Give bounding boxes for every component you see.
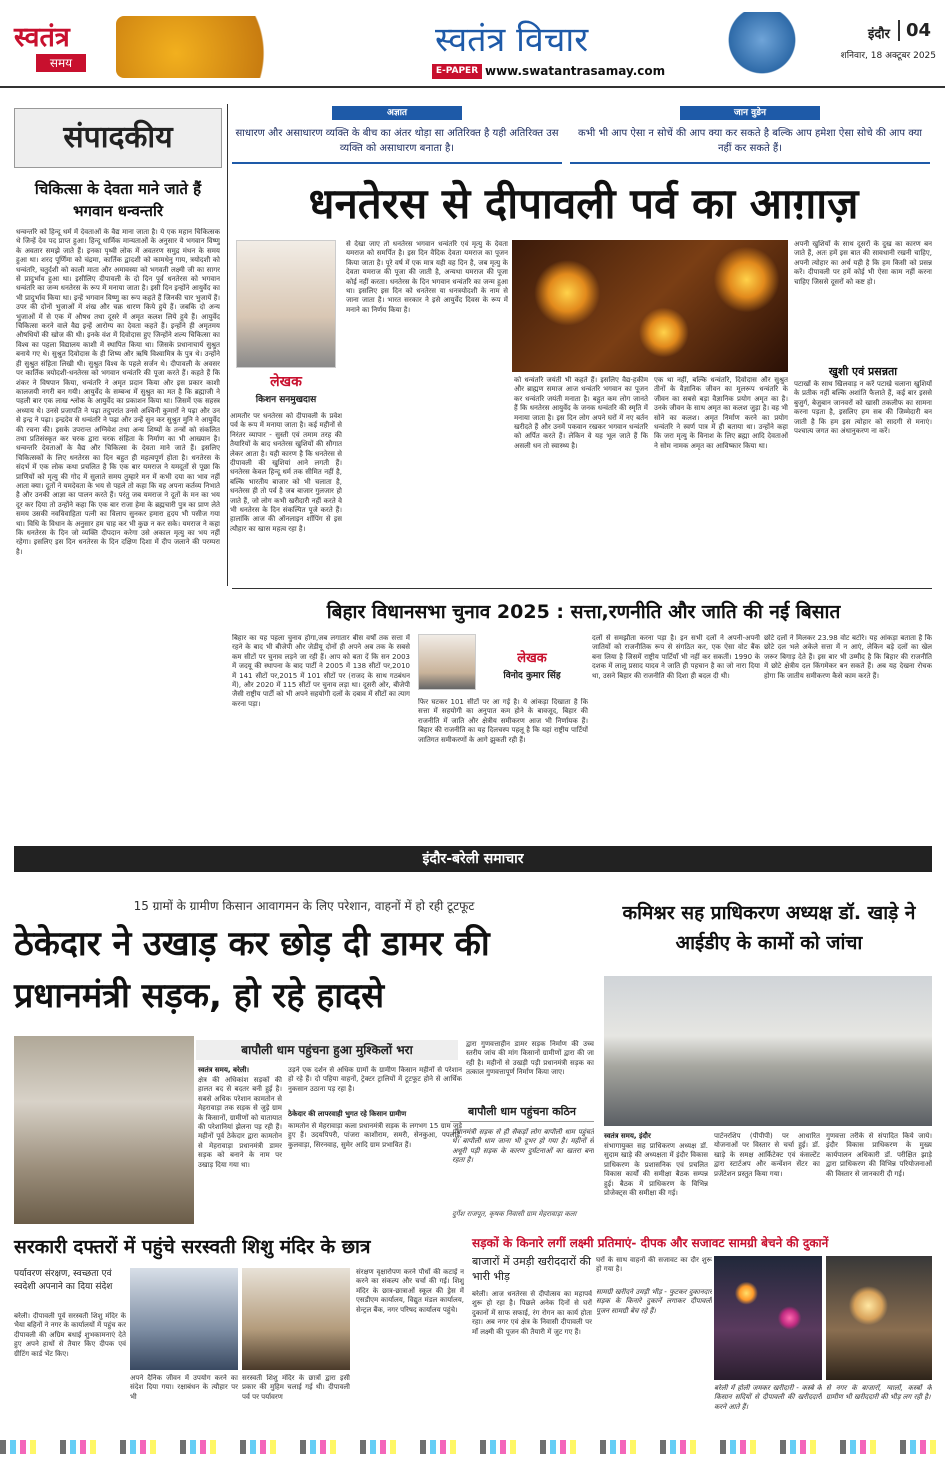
commissioner-col-2: पार्टनरशिप (पीपीपी) पर आधारित योजनाओं पर विस्तार से चर्चा हुई। डॉ. खाड़े के समक्ष आर्किटेक्ट एवं कंसल्टेंट द्वारा स्टार्टअप और कन्वेंशन सेंटर का प्रजेंटेशन प्रस्तुत किया गया। bbox=[714, 1132, 820, 1178]
dhanvantari-image bbox=[727, 12, 797, 82]
commissioner-dateline: स्वतंत्र समय, इंदौर bbox=[604, 1132, 651, 1140]
road-caption: दुर्गेश राजपूत, कृषक निवासी ग्राम मेहरावाड़ा कला bbox=[452, 1210, 577, 1218]
editorial-divider bbox=[227, 104, 228, 586]
road-subhead: बापौली धाम पहुंचना हुआ मुश्किलों भरा bbox=[196, 1040, 458, 1060]
lakshmi-col-1: बरेली। आज धनतेरस से दीपोत्सव का महापर्व शुरू हो रहा है। पिछले अनेक दिनों से घरों दुकानों में साफ सफाई, रंग रोगन का कार्य होता रहा। अब नगर एवं क्षेत्र के निवासी दीपावली पर माँ लक्ष्मी की पूजन की तैयारी में जुट गए हैं। bbox=[472, 1290, 592, 1336]
bihar-col-1: बिहार का यह पहला चुनाव होगा,जब लगातार बीस वर्षों तक सत्ता में रहने के बाद भी बीजेपी और जेडीयू दोनों ही अपने अब तक के सबसे कम सीटों पर चुनाव लड़ने जा रही हैं। आप को बता दें कि सन 2003 में जदयू की स्थापना के बाद पार्टी ने 2005 में 138 सीटों पर,2010 में 141 सीटों पर,2015 में 101 सीटों पर (राजद के साथ गठबंधन में), और 2020 में 115 सीटों पर चुनाव लड़ा था। दूसरी ओर, बीजेपी जैसी राष्ट्रीय पार्टी को भी अपने सहयोगी दलों के दबाव में सीटों का त्याग करना पड़ा। bbox=[232, 634, 410, 708]
road-col-2: उड़ने एक दर्शन से अधिक ग्रामों के ग्रामीण किसान महीनों से परेशान हो रहे हैं। दो पहिया वाहनों, ट्रेक्टर ट्रालियों में टूटफूट होने से आर्थिक नुकसान उठाना पड़ रहा है। bbox=[288, 1066, 462, 1093]
bihar-col-4: छोटे दलों ने मिलकर 23.98 वोट बटोरे। यह आंकड़ा बताता है कि छोटे दल भले अकेले सत्ता में न आएं, लेकिन बड़े दलों का खेल जरूर बिगाड़ देते हैं। इस बार भी उम्मीद है कि बिहार की राजनीति में छोटे क्षेत्रीय दल किंगमेकर बन सकते हैं। अब यह देखना रोचक होगा कि जातीय समीकरण कैसे काम करते हैं। bbox=[764, 634, 932, 680]
quote-1-author: अज्ञात bbox=[332, 106, 462, 120]
lakshmi-caption-2: बरेली में होली जमकर खरीदारी - कस्बे के किसान सदियों से दीपावली की खरीददारी करने आते हैं। bbox=[714, 1384, 822, 1411]
lakshmi-headline: सड़कों के किनारे लगीं लक्ष्मी प्रतिमाएं- दीपक और सजावट सामग्री बेचने की दुकानें bbox=[472, 1236, 829, 1250]
road-col-2b: कामतोन से मेहरावाड़ा कला प्रधानमंत्री सड़क के लगभग 15 ग्राम जुड़े हुए हैं। उदयपिपरी, पांजरा काशीराम, समरी, सेनकुआ, पपलाई, कुलवाड़ा, सिरनवाह, सुमेर आदि ग्राम प्रभावित हैं। bbox=[288, 1122, 462, 1149]
edition-date: शनिवार, 18 अक्टूबर 2025 bbox=[840, 51, 936, 61]
section-band: इंदौर-बरेली समाचार bbox=[14, 846, 932, 872]
author-tag: लेखक bbox=[270, 374, 302, 390]
website-link[interactable]: www.swatantrasamay.com bbox=[485, 64, 666, 78]
lead-col-1: आमतौर पर धनतेरस को दीपावली के प्रवेश पर्व के रूप में मनाया जाता है। कई महीनों से निरंतर व्यापार - सुस्ती एवं तमाम तरह की तैयारियों के बाद धनतेरस खुशियों की सौगात लेकर आता है। यही कारण है कि धनतेरस से दीपावली की खुशियां आने लगती हैं। धनतेरस केवल हिन्दू धर्म तक सीमित नहीं है, बल्कि भारतीय बाजार को भी चलाता है, धनतेरस ही तो पर्व है जब बाजार गुलजार हो जाते हैं, जो लोग कभी खरीदारी नहीं करते वे भी धनतेरस के दिन संकल्पित पूजे करते हैं। हालांकि आज की ऑनलाइन शॉपिंग से इस त्यौहार का खास महत्व रहा है। bbox=[230, 412, 342, 533]
market-image-1 bbox=[714, 1256, 822, 1380]
school-caption-1: अपने दैनिक जीवन में उपयोग करने का संदेश दिया गया। रक्षाबंधन के त्यौहार पर भी bbox=[130, 1374, 238, 1401]
road-dateline: स्वतंत्र समय, बरेली। bbox=[198, 1066, 250, 1074]
page-number: 04 bbox=[898, 20, 934, 41]
lead-headline: धनतेरस से दीपावली पर्व का आग़ाज़ bbox=[308, 179, 859, 228]
author-name: किशन सनमुखदास bbox=[255, 395, 317, 405]
editorial-headline: चिकित्सा के देवता माने जाते हैं भगवान धन्वन्तरि bbox=[34, 180, 202, 220]
quote-2-text: कभी भी आप ऐसा न सोचें की आप क्या कर सकते है बल्कि आप हमेशा ऐसा सोचे की आप क्या नहीं कर सकते हैं। bbox=[577, 128, 923, 154]
lead-col-5: अपनी खुशियों के साथ दूसरों के दुख का कारण बन जाते हैं, अतः हमें इस बात की सावधानी रखनी चाहिए, अपनी त्योहार का अर्थ यही है कि हम किसी को प्रसन्न करें। दीपावली पर हमें कोई भी ऐसा काम नहीं करना चाहिए जिससे दूसरों को कष्ट हो। bbox=[794, 240, 932, 286]
bihar-col-2: फिर घटकर 101 सीटों पर आ गई है। ये आंकड़ा दिखाता है कि सत्ता में सहयोगी का अनुपात कम होने के बावजूद, बिहार की राजनीति में जाति और क्षेत्रीय समीकरण आज भी निर्णायक हैं। बिहार की राजनीति का यह दिलचस्प पहलू है कि यहां राष्ट्रीय पार्टियों जातिगत समीकरणों के आगे झुकती रही हैं। bbox=[418, 698, 588, 744]
school-col-2: संरक्षण वृक्षारोपण करने पौधों की कटाई न करने का संकल्प और चर्चा की गई। शिशु मंदिर के छात्र-छात्राओं स्कूल की ड्रेस में एसडीएम कार्यालय, विद्युत मंडल कार्यालय, सेन्ट्रल बैंक, नगर परिषद कार्यालय पहुंचे। bbox=[356, 1268, 464, 1314]
road-bold-line: ठेकेदार की लापरवाही भुगत रहे किसान ग्रामीण bbox=[288, 1110, 407, 1118]
road-col-3: द्वारा गुणवत्ताहीन डामर सड़क निर्माण की उच्च स्तरीय जांच की मांग किसानों ग्रामीणों द्वारा की जा रही है। महीनों से उखड़ी पड़ी प्रधानमंत्री सड़क का तत्काल गुणवत्तापूर्ण निर्माण किया जाए। bbox=[466, 1040, 594, 1077]
logo-bottom: समय bbox=[36, 54, 86, 72]
commissioner-col-1: संभागायुक्त सह प्राधिकरण अध्यक्ष डॉ. सुदाम खाड़े की अध्यक्षता में इंदौर विकास प्राधिकरण के प्रशासनिक एवं प्रचलित विकास कार्यों की समीक्षा बैठक सम्पन्न हुई। बैठक में प्राधिकरण के विभिन्न प्रोजेक्ट्स की समीक्षा की गई। bbox=[604, 1142, 708, 1198]
bihar-col-3: दलों से समझौता करना पड़ा है। इन सभी दलों ने अपनी-अपनी जातियों को राजनीतिक रूप से संगठित कर, एक ऐसा वोट बैंक बना लिया है जिसमें राष्ट्रीय पार्टियाँ भी नहीं कर सकतीं। 1990 के दशक में लालू प्रसाद यादव ने जाति ही पहचान है का जो नारा दिया था, उसने बिहार की राजनीति की दिशा ही बदल दी थी। bbox=[592, 634, 760, 680]
road-col-3b: प्रधानमंत्री सड़क से ही सैकड़ों लोग बापौली धाम पहुंचते थे। बापौली धाम जाना भी दूभर हो गया है। महीनों से अधूरी पड़ी सड़क के कारण दुर्घटनाओं का खतरा बना रहता है। bbox=[452, 1128, 594, 1165]
quote-2-author: जान वुडेन bbox=[680, 106, 820, 120]
lead-col-2: से देखा जाए तो धनतेरस भगवान धन्वंतरि एवं मृत्यु के देवता यमराज को समर्पित है। इस दिन वैदिक देवता यमराज का पूजन किया जाता है। पूरे वर्ष में एक मात्र यही वह दिन है, जब मृत्यु के देवता यमराज की पूजा की जाती है, अन्यथा यमराज की पूजा कोई नहीं करता। धनतेरस के दिन भगवान धन्वंतरि का जन्म हुआ था। इसलिए इस दिन को धनतेरस या धनत्रयोदशी के नाम से जाना जाता है। भारत सरकार ने इसे आयुर्वेद दिवस के रूप में मनाने का निर्णय किया है। bbox=[346, 240, 508, 314]
lakshmi-kicker: बाजारों में उमड़ी खरीददारों की भारी भीड़ bbox=[472, 1255, 591, 1283]
editorial-heading: संपादकीय bbox=[14, 108, 222, 168]
quote-1-text: साधारण और असाधारण व्यक्ति के बीच का अंतर थोड़ा सा अतिरिक्त है यही अतिरिक्त उस व्यक्ति को असाधारण बनाता है। bbox=[235, 128, 559, 154]
epaper-label: E-PAPER bbox=[432, 64, 482, 79]
school-photo-1 bbox=[130, 1268, 238, 1370]
school-caption-2: सरस्वती शिशु मंदिर के छात्रों द्वारा इसी प्रकार की मुहिम चलाई गई थी। दीपावली पर्व पर पर्यावरण bbox=[242, 1374, 350, 1401]
lakshmi-caption-3: से नगर के बाजारों, ग्वालों, कस्बों के ग्रामीण भी खरीददारी की भीड़ लग रही है। bbox=[826, 1384, 932, 1402]
commissioner-headline: कमिश्नर सह प्राधिकरण अध्यक्ष डॉ. खाड़े ने आईडीए के कामों को जांचा bbox=[622, 902, 916, 954]
school-headline: सरकारी दफ्तरों में पहुंचे सरस्वती शिशु मंदिर के छात्र bbox=[14, 1236, 371, 1258]
editorial-body: धन्वन्तरि को हिन्दू धर्म में देवताओं के वैद्य माना जाता है। ये एक महान चिकित्सक थे जिन्हें देव पद प्राप्त हुआ। हिन्दू धार्मिक मान्यताओं के अनुसार ये भगवान विष्णु के अवतार समझे जाते हैं। इनका पृथ्वी लोक में अवतरण समुद्र मंथन के समय हुआ था। शरद पूर्णिमा को चंद्रमा, कार्तिक द्वादशी को कामधेनु गाय, त्रयोदशी को धन्वंतरि, चतुर्दशी को काली माता और अमावस्या को भगवती लक्ष्मी जी का सागर से प्रादुर्भाव हुआ था। इसीलिए दीपावली के दो दिन पूर्व धनतेरस को भगवान धन्वंतरि का जन्म धनतेरस के रूप में मनाया जाता है। इसी दिन इन्होंने आयुर्वेद का भी प्रादुर्भाव किया था। इन्हें भगवान विष्णु का रूप कहते हैं जिनकी चार भुजायें हैं। उपर की दोनों भुजाओं में शंख और चक्र धारण किये हुये हैं। जबकि दो अन्य भुजाओं में से एक में औषध तथा दूसरे में अमृत कलश लिये हुये हैं। आयुर्वेद चिकित्सा करने वाले वैद्य इन्हें आरोग्य का देवता कहते हैं। इन्होंने ही अमृतमय औषधियों की खोज की थी। इनके वंश में दिवोदास हुए जिन्होंने शल्य चिकित्सा का विश्व का पहला विद्यालय काशी में स्थापित किया था। जिसके प्रधानाचार्य सुश्रुत बनाये गए थे। सुश्रुत दिवोदास के ही शिष्य और ऋषि विश्वामित्र के पुत्र थे। उन्होंने ही सुश्रुत संहिता लिखी थी। सुश्रुत विश्व के पहले सर्जन थे। दीपावली के अवसर पर कार्तिक त्रयोदशी-धनतेरस को भगवान धन्वंतरि की पूजा करते हैं। कहते हैं कि शंकर ने विषपान किया, धन्वंतरि ने अमृत प्रदान किया और इस प्रकार काशी कालजयी नगरी बन गयी। आयुर्वेद के सम्बन्ध में सुश्रुत का मत है कि ब्रह्माजी ने पहली बार एक लाख श्लोक के आयुर्वेद का प्रकाशन किया था। जिसमें एक सहस्त्र अध्याय थे। उनसे प्रजापति ने पढ़ा तदुपरांत उनसे अश्विनी कुमारों ने पढ़ा और उन से इन्द्र ने पढ़ा। इन्द्रदेव से धन्वंतरि ने पढ़ा और उन्हें सुन कर सुश्रुत मुनि ने आयुर्वेद की रचना की। इसके उपरान्त अग्निवेश तथा अन्य शिष्यों के तन्त्रों को संकलित तथा प्रतिसंस्कृत कर चरक द्वारा चरक संहिता के निर्माण का भी आख्यान है। धन्वन्तरि देवताओं के वैद्य और चिकित्सा के देवता माने जाते हैं। इसलिए चिकित्सकों के लिए धनतेरस का दिन बहुत ही महत्वपूर्ण होता है। धनतेरस के संदर्भ में एक लोक कथा प्रचलित है कि एक बार यमराज ने यमदूतों से पूछा कि प्राणियों को मृत्यु की गोद में सुलाते समय तुम्हारे मन में कभी दया का भाव नहीं आता क्या। दूतों ने यमदेवता के भय से पहले तो कहा कि वह अपना कर्तव्य निभाते है और उनकी आज्ञा का पालन करते हैं। परंतु जब यमराज ने दूतों के मन का भय दूर कर दिया तो उन्होंने कहा कि एक बार राजा हेमा के ब्रह्मचारी पुत्र का प्राण लेते समय उसकी नवविवाहिता पत्नी का विलाप सुनकर हमारा हृदय भी पसीज गया था। विधि के विधान के अनुसार हम चाह कर भी कुछ न कर सके। यमराज ने कहा कि धनतेरस के दिन जो व्यक्ति दीपदान करेगा उसे अकाल मृत्यु का भय नहीं रहेगा। इसलिए इस दिन धनतेरस के दिन दक्षिण दिशा में दीप जलाने की परम्परा है। bbox=[16, 228, 220, 556]
quote-box-2 bbox=[570, 106, 930, 164]
registration-bar bbox=[0, 1440, 945, 1454]
meeting-image bbox=[604, 976, 932, 1126]
school-kicker: पर्यावरण संरक्षण, स्वच्छता एवं स्वदेशी अपनाने का दिया संदेश bbox=[14, 1269, 113, 1292]
market-image-2 bbox=[826, 1256, 932, 1380]
edition-city: इंदौर bbox=[868, 27, 890, 42]
diya-pots-image bbox=[116, 16, 316, 78]
road-kicker: 15 ग्रामों के ग्रामीण किसान आवागमन के लिए परेशान, वाहनों में हो रही टूटफूट bbox=[133, 899, 475, 913]
bihar-author-tag: लेखक bbox=[517, 651, 547, 666]
author-photo bbox=[236, 240, 336, 368]
newspaper-title: स्वतंत्र विचार bbox=[435, 20, 589, 60]
lead-bottom-rule bbox=[232, 588, 932, 589]
lead-col-3: को धन्वंतरि जयंती भी कहते हैं। इसलिए वैद्य-हकीम और ब्राह्मण समाज आज धन्वंतरि भगवान का पूजन कर धन्वंतरि जयंती मनाता है। बहुत कम लोग जानते हैं कि धनतेरस आयुर्वेद के जनक धन्वंतरि की स्मृति में मनाया जाता है। इस दिन लोग अपने घरों में नए बर्तन खरीदते हैं और उनमें पकवान रखकर भगवान धन्वंतरि को अर्पित करते हैं। लेकिन वे यह भूल जाते हैं कि असली धन तो स्वास्थ्य है। bbox=[514, 376, 648, 450]
lead-subhead: खुशी एवं प्रसन्नता bbox=[828, 365, 898, 378]
lakshmi-col-2: घरों के साथ वाहनों की सजावट का दौर शुरू हो गया है। bbox=[596, 1256, 712, 1274]
school-photo-2 bbox=[242, 1268, 350, 1370]
diya-image bbox=[512, 240, 788, 372]
bihar-author-photo bbox=[418, 634, 476, 690]
lead-col-5b: पटाखों के साथ खिलवाड़ न करें पटाखे चलाना खुशियों के प्रतीक नहीं बल्कि अशांति फैलाते हैं, कई बार इससे बुजुर्ग, बेजुबान जानवरों को खासी तकलीफ का सामना करना पड़ता है, इसलिए हम सब की जिम्मेदारी बन जाती है कि हम इस त्योहार को सादगी से मनाएं। पश्चात्य जगत का अंधानुकरण ना करें। bbox=[794, 380, 932, 436]
lead-col-4: एक था नहीं, बल्कि धन्वंतरि, दिवोदास और सुश्रुत तीनों के वैज्ञानिक जीवन का मूलरूप धन्वंतरि के जीवन का सबसे बड़ा वैज्ञानिक प्रयोग अमृत का है। उनके जीवन के साथ अमृत का कलश जुड़ा है। वह भी सोने का कलश। अमृत निर्माण करने का प्रयोग धन्वंतरि ने स्वर्ण पात्र में ही बताया था। उन्होंने कहा कि जरा मृत्यु के विनाश के लिए ब्रह्मा आदि देवताओं ने सोम नामक अमृत का आविष्कार किया था। bbox=[654, 376, 788, 450]
logo[interactable] bbox=[14, 22, 112, 74]
bihar-headline: बिहार विधानसभा चुनाव 2025 : सत्ता,रणनीति और जाति की नई बिसात bbox=[326, 601, 841, 623]
road-headline: ठेकेदार ने उखाड़ कर छोड़ दी डामर की प्रधानमंत्री सड़क, हो रहे हादसे bbox=[14, 924, 490, 1016]
logo-top: स्वतंत्र bbox=[14, 22, 70, 53]
editorial-section bbox=[14, 108, 222, 820]
lakshmi-caption-1: सामग्री खरीदने उमड़ी भीड़ - फुटकर दुकानदार सड़क के किनारे दुकानें लगाकर दीपावली पूजन सामग्री बेच रहे हैं। bbox=[596, 1288, 712, 1315]
damaged-road-image bbox=[14, 1036, 194, 1224]
masthead bbox=[0, 0, 945, 88]
road-subhead-2: बापौली धाम पहुंचना कठिन bbox=[450, 1104, 594, 1122]
road-col-1: क्षेत्र की अधिकांश सड़कों की हालत बद से बदतर बनी हुई है। सबसे अधिक परेशान कामतोन से मेहरावाड़ा तक सड़क से जुड़े ग्राम के किसानों, ग्रामीणों को यातायात की परेशानियां झेलना पड़ रही हैं। महीनों पूर्व ठेकेदार द्वारा कामतोन से मेहरावाड़ा प्रधानमंत्री डामर सड़क को बनाने के नाम पर उखाड़ दिया गया था। bbox=[198, 1076, 282, 1169]
quote-box-1 bbox=[232, 106, 562, 164]
school-col-1: बरेली। दीपावली पूर्व सरस्वती शिशु मंदिर के भैया बहिनों ने नगर के कार्यालयों में पहुंच कर दीपावली की अग्रिम बधाई शुभकामनाएं देते हुए अपने हाथों से तैयार किए दीपक एवं ग्रीटिंग कार्ड भेंट किए। bbox=[14, 1312, 126, 1358]
commissioner-col-3: गुणवत्ता तरीके से संपादित किये जाये। इंदौर विकास प्राधिकरण के मुख्य कार्यपालन अधिकारी डॉ. परीक्षित झाड़े द्वारा प्राधिकरण की विभिन्न परियोजनाओं की विस्तार से जानकारी दी गई। bbox=[826, 1132, 932, 1178]
bihar-author-name: विनोद कुमार सिंह bbox=[503, 671, 561, 681]
masthead-rule bbox=[0, 86, 945, 88]
